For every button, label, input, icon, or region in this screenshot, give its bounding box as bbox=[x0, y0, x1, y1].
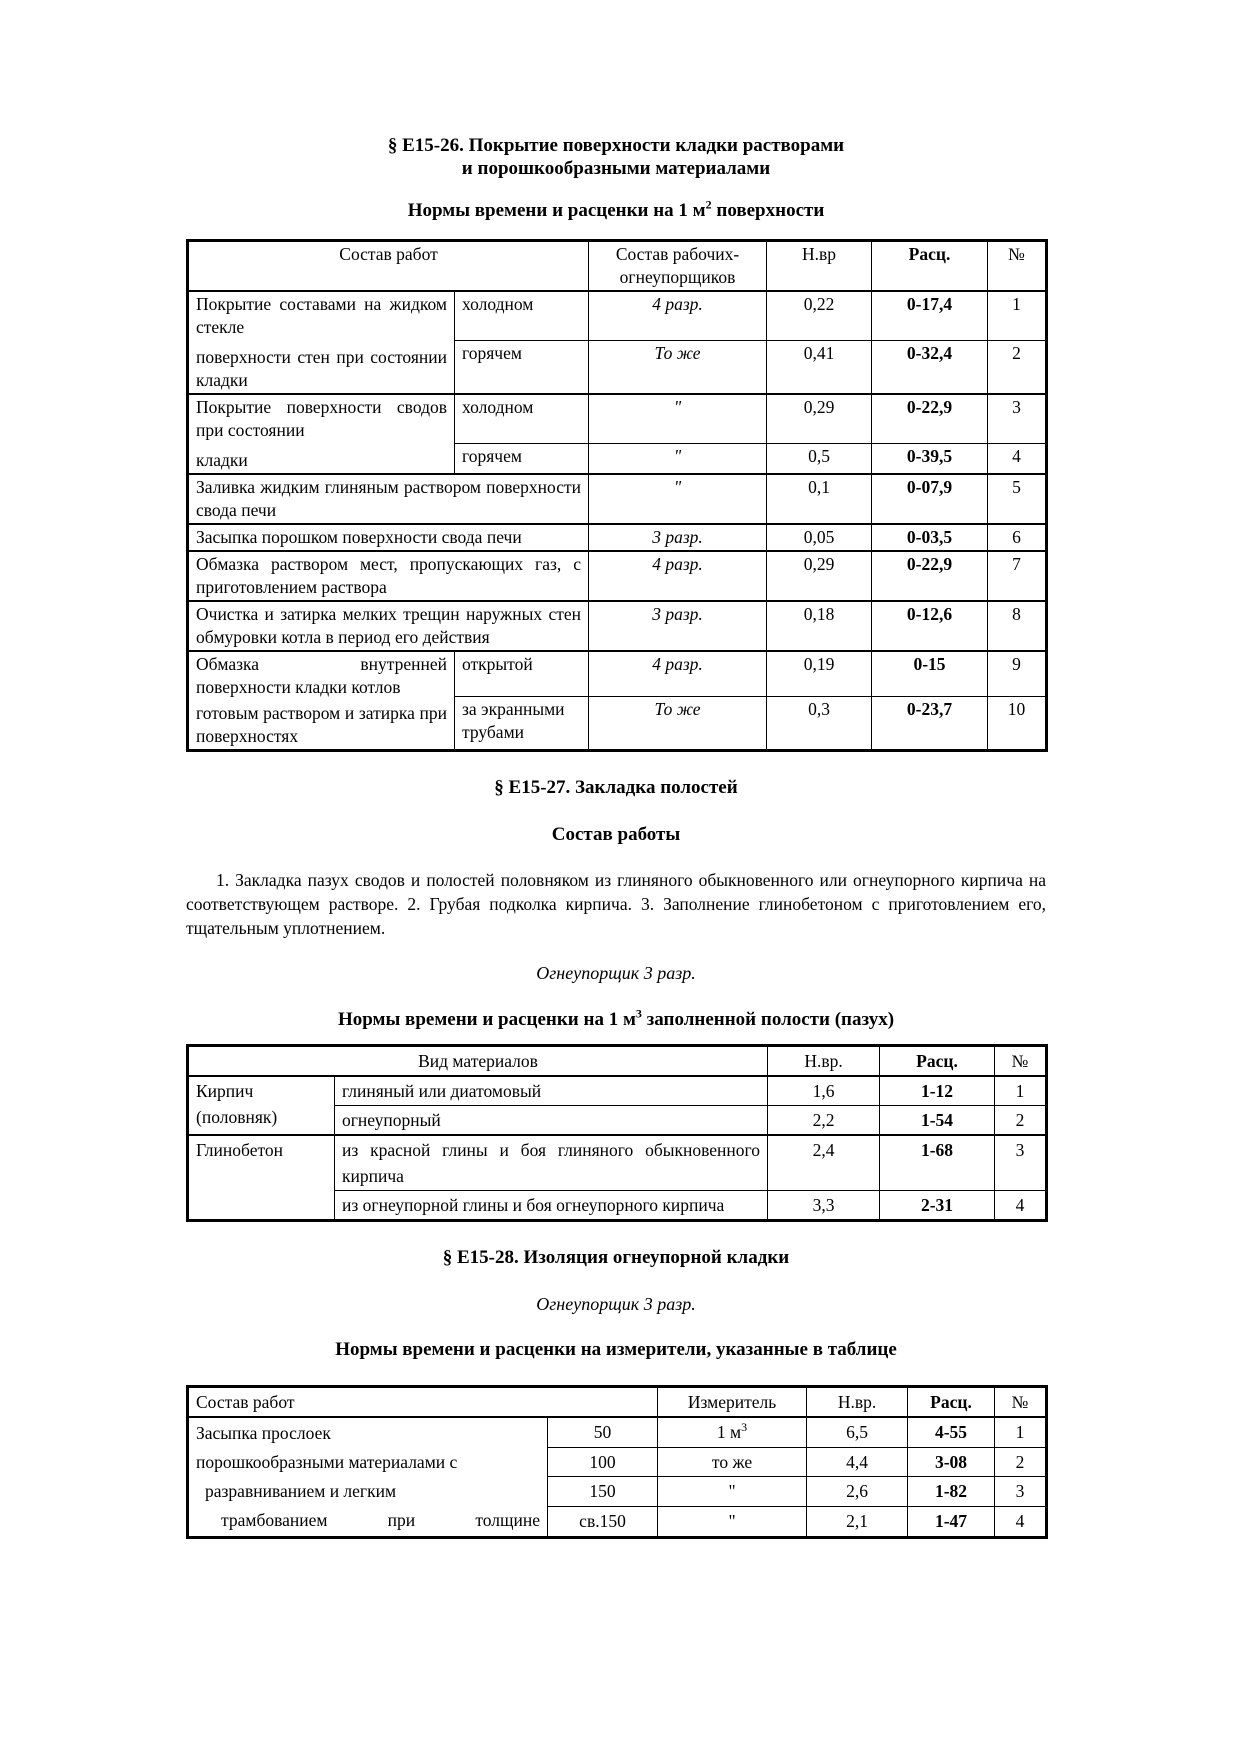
cell-ditto: " bbox=[658, 1507, 807, 1538]
cell-ditto: " bbox=[589, 474, 767, 524]
superscript: 3 bbox=[635, 1006, 642, 1021]
cell-rate: 0-07,9 bbox=[872, 474, 988, 524]
header-cell-material: Вид материалов bbox=[188, 1046, 768, 1077]
cell-crew: То же bbox=[589, 697, 767, 751]
header-cell-time: Н.вр. bbox=[768, 1046, 880, 1077]
norm-heading-e15-27: Нормы времени и расценки на 1 $м^3$ заполненной полости (пазух) bbox=[337, 1006, 895, 1030]
section-title-line1: § Е15-26. Покрытие поверхности кладки растворами bbox=[387, 135, 845, 156]
cell-time: 0,05 bbox=[767, 524, 872, 551]
table-row bbox=[188, 1417, 1047, 1447]
cell-variant: за экранными трубами bbox=[455, 697, 589, 751]
cell-material-group: Кирпич (половняк) bbox=[188, 1076, 335, 1135]
cell-work-desc: Засыпка прослоек порошкообразными материалами с разравниванием и легким трамбованием при толщине bbox=[188, 1417, 548, 1538]
cell-variant: горячем bbox=[455, 444, 589, 475]
cell-time: 0,29 bbox=[767, 394, 872, 444]
cell-ditto: " bbox=[589, 394, 767, 444]
cell-variant: горячем bbox=[455, 341, 589, 395]
cell-rate: 0-23,7 bbox=[872, 697, 988, 751]
work-composition-heading: Состав работы bbox=[551, 824, 681, 845]
header-cell-work: Состав работ bbox=[188, 241, 589, 292]
rates-table-e15-28 bbox=[186, 1385, 1048, 1539]
header-cell-num: № bbox=[988, 241, 1047, 292]
cell-time: 0,5 bbox=[767, 444, 872, 475]
cell-rate: 0-39,5 bbox=[872, 444, 988, 475]
cell-time: 6,5 bbox=[807, 1417, 908, 1447]
cell-variant: холодном bbox=[455, 394, 589, 444]
superscript: 2 bbox=[705, 197, 712, 212]
cell-rate: 0-03,5 bbox=[872, 524, 988, 551]
cell-time: 1,6 bbox=[768, 1076, 880, 1106]
cell-rate: 0-22,9 bbox=[872, 394, 988, 444]
rates-table-e15-26 bbox=[186, 239, 1048, 752]
cell-thickness: 50 bbox=[548, 1417, 658, 1447]
cell-material-desc: из красной глины и боя глиняного обыкновенного кирпича bbox=[335, 1135, 768, 1191]
cell-num: 4 bbox=[995, 1507, 1047, 1538]
worker-grade-line: Огнеупорщик 3 разр. bbox=[536, 963, 696, 983]
cell-num: 2 bbox=[988, 341, 1047, 395]
cell-time: 2,4 bbox=[768, 1135, 880, 1191]
cell-time: 0,3 bbox=[767, 697, 872, 751]
cell-rate: 4-55 bbox=[908, 1417, 995, 1447]
cell-time: 0,18 bbox=[767, 601, 872, 651]
cell-num: 1 bbox=[995, 1076, 1047, 1106]
cell-work-desc: Обмазка раствором мест, пропускающих газ, с приготовлением раствора bbox=[188, 551, 589, 601]
cell-rate: 1-47 bbox=[908, 1507, 995, 1538]
superscript: 3 bbox=[741, 1420, 748, 1435]
header-cell-num: № bbox=[995, 1046, 1047, 1077]
rates-table-e15-27 bbox=[186, 1044, 1048, 1222]
cell-time: 2,1 bbox=[807, 1507, 908, 1538]
cell-time: 2,2 bbox=[768, 1106, 880, 1136]
cell-rate: 0-15 bbox=[872, 651, 988, 697]
cell-crew: 4 разр. bbox=[589, 651, 767, 697]
cell-material-desc: огнеупорный bbox=[335, 1106, 768, 1136]
cell-rate: 0-32,4 bbox=[872, 341, 988, 395]
table-header-row bbox=[188, 241, 1047, 292]
cell-num: 9 bbox=[988, 651, 1047, 697]
cell-num: 4 bbox=[988, 444, 1047, 475]
cell-thickness: 100 bbox=[548, 1447, 658, 1477]
cell-material-desc: глиняный или диатомовый bbox=[335, 1076, 768, 1106]
cell-rate: 2-31 bbox=[880, 1191, 995, 1221]
header-cell-crew: Состав рабочих-огнеупорщиков bbox=[589, 241, 767, 292]
table-row bbox=[188, 291, 1047, 341]
cell-time: 2,6 bbox=[807, 1477, 908, 1507]
cell-crew: То же bbox=[589, 341, 767, 395]
cell-work-desc: Обмазка внутренней поверхности кладки котлов готовым раствором и затирка при поверхностях bbox=[188, 651, 455, 751]
cell-crew: 3 разр. bbox=[589, 524, 767, 551]
cell-time: 3,3 bbox=[768, 1191, 880, 1221]
table-row bbox=[188, 1135, 1047, 1191]
cell-thickness: св.150 bbox=[548, 1507, 658, 1538]
cell-time: 4,4 bbox=[807, 1447, 908, 1477]
cell-variant: холодном bbox=[455, 291, 589, 341]
table-row bbox=[188, 394, 1047, 444]
worker-grade-line: Огнеупорщик 3 разр. bbox=[536, 1294, 696, 1314]
header-cell-time: Н.вр. bbox=[807, 1387, 908, 1418]
cell-num: 7 bbox=[988, 551, 1047, 601]
cell-time: 0,22 bbox=[767, 291, 872, 341]
section-e15-27-title: § Е15-27. Закладка полостей bbox=[494, 777, 738, 798]
cell-material-group: Глинобетон bbox=[188, 1135, 335, 1221]
cell-num: 3 bbox=[995, 1135, 1047, 1191]
cell-rate: 1-12 bbox=[880, 1076, 995, 1106]
cell-num: 5 bbox=[988, 474, 1047, 524]
header-cell-work: Состав работ bbox=[188, 1387, 658, 1418]
cell-rate: 0-17,4 bbox=[872, 291, 988, 341]
cell-rate: 1-82 bbox=[908, 1477, 995, 1507]
cell-num: 4 bbox=[995, 1191, 1047, 1221]
norm-heading-e15-28: Нормы времени и расценки на измерители, указанные в таблице bbox=[335, 1339, 897, 1360]
cell-work-desc: Покрытие составами на жидком стекле поверхности стен при состоянии кладки bbox=[188, 291, 455, 394]
cell-rate: 1-68 bbox=[880, 1135, 995, 1191]
cell-crew: 4 разр. bbox=[589, 551, 767, 601]
cell-time: 0,29 bbox=[767, 551, 872, 601]
cell-thickness: 150 bbox=[548, 1477, 658, 1507]
header-cell-rate: Расц. bbox=[880, 1046, 995, 1077]
cell-crew: 3 разр. bbox=[589, 601, 767, 651]
table-row bbox=[188, 1076, 1047, 1106]
cell-measure: 1 $м^3$ bbox=[658, 1417, 807, 1447]
cell-variant: открытой bbox=[455, 651, 589, 697]
work-composition-paragraph: 1. Закладка пазух сводов и полостей половняком из глиняного обыкновенного или огнеупорного кирпича на соответствующем растворе. 2. Грубая подколка кирпича. 3. Заполнение глинобетоном с приготовлением его, тщательным уплотнением. bbox=[186, 870, 1046, 938]
cell-rate: 1-54 bbox=[880, 1106, 995, 1136]
cell-measure: то же bbox=[658, 1447, 807, 1477]
section-e15-26-title bbox=[186, 134, 1046, 180]
section-title-line2: и порошкообразными материалами bbox=[461, 158, 771, 179]
header-cell-num: № bbox=[995, 1387, 1047, 1418]
cell-work-desc: Засыпка порошком поверхности свода печи bbox=[188, 524, 589, 551]
cell-ditto: " bbox=[589, 444, 767, 475]
cell-num: 1 bbox=[995, 1417, 1047, 1447]
cell-rate: 0-12,6 bbox=[872, 601, 988, 651]
cell-material-desc: из огнеупорной глины и боя огнеупорного кирпича bbox=[335, 1191, 768, 1221]
section-e15-28-title: § Е15-28. Изоляция огнеупорной кладки bbox=[442, 1247, 790, 1268]
table-row bbox=[188, 524, 1047, 551]
cell-crew: 4 разр. bbox=[589, 291, 767, 341]
cell-ditto: " bbox=[658, 1477, 807, 1507]
header-cell-rate: Расц. bbox=[872, 241, 988, 292]
cell-num: 10 bbox=[988, 697, 1047, 751]
cell-work-desc: Покрытие поверхности сводов при состоянии кладки bbox=[188, 394, 455, 474]
norm-heading-e15-26: Нормы времени и расценки на 1 $м^2$ поверхности bbox=[407, 197, 825, 221]
cell-num: 8 bbox=[988, 601, 1047, 651]
cell-rate: 3-08 bbox=[908, 1447, 995, 1477]
cell-num: 1 bbox=[988, 291, 1047, 341]
cell-num: 3 bbox=[995, 1477, 1047, 1507]
cell-time: 0,1 bbox=[767, 474, 872, 524]
cell-work-desc: Заливка жидким глиняным раствором поверхности свода печи bbox=[188, 474, 589, 524]
cell-time: 0,41 bbox=[767, 341, 872, 395]
table-header-row bbox=[188, 1387, 1047, 1418]
header-cell-time: Н.вр bbox=[767, 241, 872, 292]
cell-work-desc: Очистка и затирка мелких трещин наружных стен обмуровки котла в период его действия bbox=[188, 601, 589, 651]
cell-num: 2 bbox=[995, 1447, 1047, 1477]
cell-num: 6 bbox=[988, 524, 1047, 551]
table-row bbox=[188, 551, 1047, 601]
cell-time: 0,19 bbox=[767, 651, 872, 697]
table-row bbox=[188, 651, 1047, 697]
table-row bbox=[188, 474, 1047, 524]
cell-num: 2 bbox=[995, 1106, 1047, 1136]
header-cell-rate: Расц. bbox=[908, 1387, 995, 1418]
cell-num: 3 bbox=[988, 394, 1047, 444]
document-page bbox=[186, 0, 1046, 1539]
cell-rate: 0-22,9 bbox=[872, 551, 988, 601]
table-header-row bbox=[188, 1046, 1047, 1077]
table-row bbox=[188, 601, 1047, 651]
header-cell-measure: Измеритель bbox=[658, 1387, 807, 1418]
